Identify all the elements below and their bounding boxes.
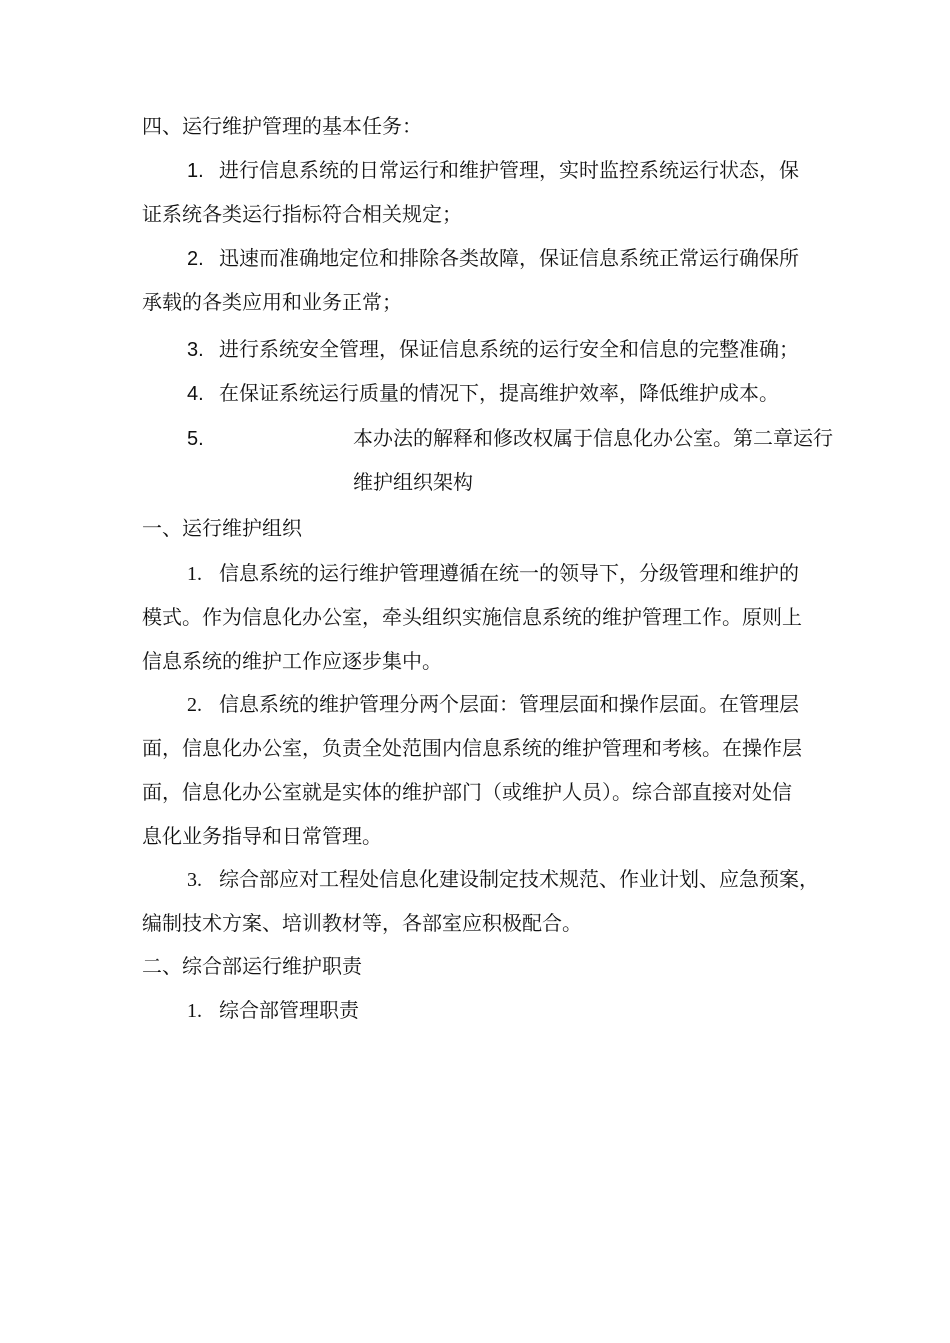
item-text-continuation: 息化业务指导和日常管理。 (142, 824, 382, 848)
list-item (187, 425, 887, 452)
item-text: 信息系统的运行维护管理遵循在统一的领导下，分级管理和维护的 (219, 561, 799, 585)
item-text-continuation: 承载的各类应用和业务正常； (142, 290, 402, 314)
item-text: 进行系统安全管理，保证信息系统的运行安全和信息的完整准确； (219, 337, 799, 361)
list-item (187, 157, 887, 184)
item-number: 2. (187, 248, 204, 270)
item-number: 1. (187, 160, 204, 182)
item-text-continuation: 面，信息化办公室，负责全处范围内信息系统的维护管理和考核。在操作层 (142, 736, 802, 760)
section-heading: 四、运行维护管理的基本任务： (142, 114, 422, 138)
item-text: 综合部管理职责 (219, 998, 359, 1022)
list-item (187, 336, 887, 363)
item-text: 在保证系统运行质量的情况下，提高维护效率，降低维护成本。 (219, 381, 779, 405)
list-item (187, 245, 887, 272)
item-text-continuation: 证系统各类运行指标符合相关规定； (142, 202, 462, 226)
item-text-continuation: 模式。作为信息化办公室，牵头组织实施信息系统的维护管理工作。原则上 (142, 605, 802, 629)
item-text: 迅速而准确地定位和排除各类故障，保证信息系统正常运行确保所 (219, 246, 799, 270)
item-number: 3. (187, 869, 202, 891)
item-text-continuation: 维护组织架构 (353, 470, 473, 494)
item-text-continuation: 编制技术方案、培训教材等，各部室应积极配合。 (142, 911, 582, 935)
item-text: 进行信息系统的日常运行和维护管理，实时监控系统运行状态，保 (219, 158, 799, 182)
item-text-continuation: 面，信息化办公室就是实体的维护部门（或维护人员）。综合部直接对处信 (142, 780, 792, 804)
item-text-continuation: 信息系统的维护工作应逐步集中。 (142, 649, 442, 673)
section-heading: 一、运行维护组织 (142, 516, 302, 540)
item-number: 3. (187, 339, 204, 361)
item-number: 1. (187, 563, 202, 585)
item-text: 本办法的解释和修改权属于信息化办公室。第二章运行 (353, 426, 833, 450)
list-item (187, 380, 887, 407)
list-item (187, 560, 887, 587)
list-item (187, 691, 887, 718)
item-text: 综合部应对工程处信息化建设制定技术规范、作业计划、应急预案， (219, 867, 819, 891)
item-text: 信息系统的维护管理分两个层面：管理层面和操作层面。在管理层 (219, 692, 799, 716)
list-item (187, 866, 887, 893)
item-number: 1. (187, 1000, 202, 1022)
list-item (187, 997, 887, 1024)
item-number: 4. (187, 383, 204, 405)
section-heading: 二、综合部运行维护职责 (142, 954, 362, 978)
item-number: 2. (187, 694, 202, 716)
item-number: 5. (187, 428, 204, 450)
